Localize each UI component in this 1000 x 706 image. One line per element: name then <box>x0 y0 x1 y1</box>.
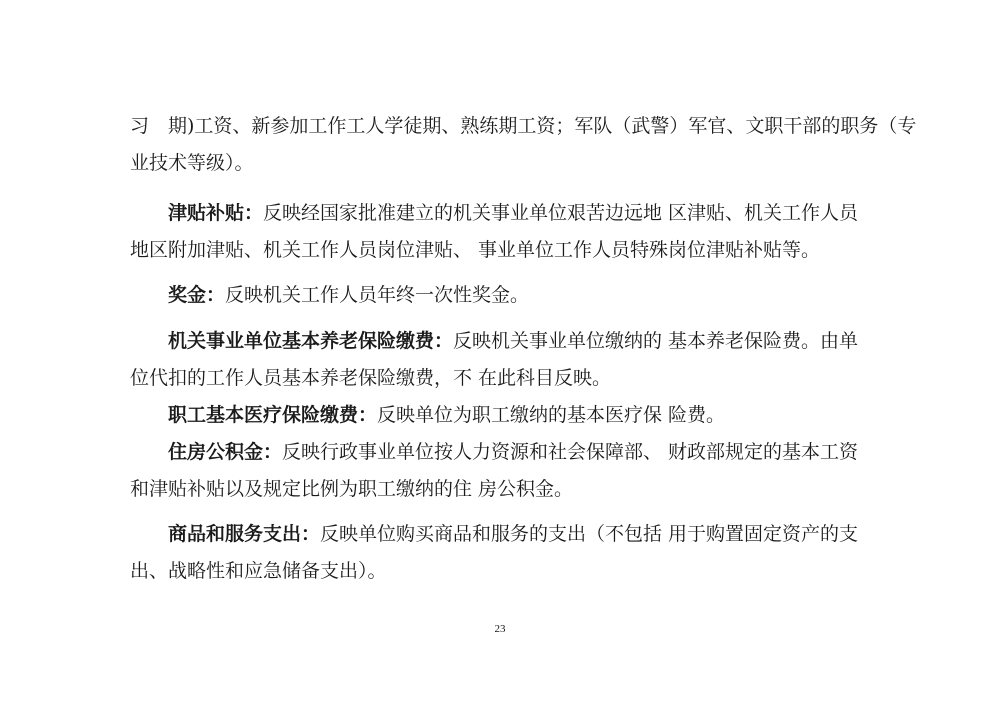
paragraph-6-line-0: 反映单位购买商品和服务的支出（不包括 用于购置固定资产的支 <box>320 523 859 545</box>
paragraph-1-line-0: 反映经国家批准建立的机关事业单位艰苦边远地 区津贴、机关工作人员 <box>263 202 859 224</box>
paragraph-5-line-1: 和津贴补贴以及规定比例为职工缴纳的住 房公积金。 <box>130 478 574 500</box>
term-bonus: 奖金： <box>168 284 226 306</box>
term-medical: 职工基本医疗保险缴费： <box>168 404 378 426</box>
paragraph-0-line-0: 习 期)工资、新参加工作工人学徒期、熟练期工资；军队（武警）军官、文职干部的职务（专 <box>130 115 917 137</box>
page-number: 23 <box>494 623 506 635</box>
term-allowance: 津贴补贴： <box>168 202 264 224</box>
paragraph-0-line-1: 业技术等级）。 <box>130 152 254 174</box>
paragraph-housing <box>168 440 858 464</box>
paragraph-5-line-0: 反映行政事业单位按人力资源和社会保障部、 财政部规定的基本工资 <box>282 441 859 463</box>
term-goods-services: 商品和服务支出： <box>168 523 321 545</box>
paragraph-3-line-0: 反映机关事业单位缴纳的 基本养老保险费。由单 <box>453 330 859 352</box>
paragraph-allowance <box>168 201 858 225</box>
paragraph-3-line-1: 位代扣的工作人员基本养老保险缴费，不 在此科目反映。 <box>130 367 612 389</box>
paragraph-pension <box>168 329 858 353</box>
paragraph-1-line-1: 地区附加津贴、机关工作人员岗位津贴、 事业单位工作人员特殊岗位津贴补贴等。 <box>130 239 821 261</box>
paragraph-6-line-1: 出、战略性和应急储备支出）。 <box>130 560 387 582</box>
paragraph-4-line-0: 反映单位为职工缴纳的基本医疗保 险费。 <box>377 404 726 426</box>
term-pension: 机关事业单位基本养老保险缴费： <box>168 330 454 352</box>
paragraph-goods-services <box>168 522 858 546</box>
term-housing: 住房公积金： <box>168 441 283 463</box>
paragraph-medical <box>168 403 725 427</box>
paragraph-2-line-0: 反映机关工作人员年终一次性奖金。 <box>225 284 530 306</box>
paragraph-bonus <box>168 283 529 307</box>
